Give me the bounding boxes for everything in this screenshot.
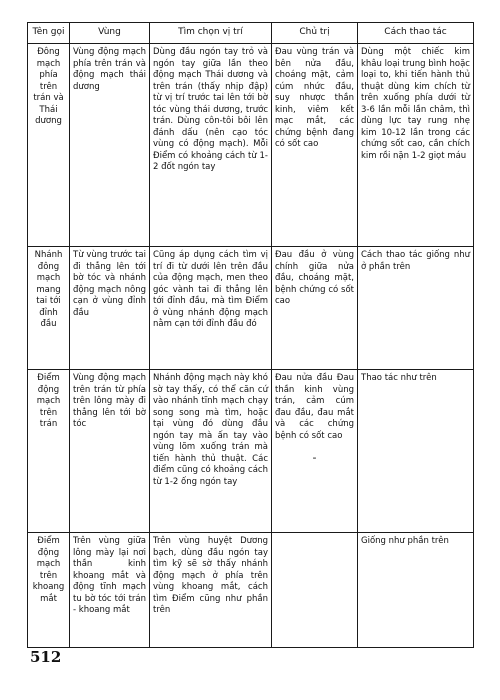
- cell-region: Từ vùng trước tai đi thẳng lên tới bờ tóc và nhánh động mạch nông cạn ở vùng đỉnh đầu: [70, 247, 150, 370]
- table-row: [28, 370, 474, 533]
- cell-region: Vùng động mạch trên trán từ phía trên lông mày đi thẳng lên tới bờ tóc: [70, 370, 150, 533]
- header-region: Vùng: [70, 23, 150, 44]
- cell-indication: Đau vùng trán và bên nửa đầu, choáng mặt, cảm cúm nhức đầu, suy nhược thần kinh, viêm kết mạc mắt, các chứng bệnh đang có sốt cao: [272, 44, 358, 247]
- cell-locate: Trên vùng huyệt Dương bạch, dùng đầu ngón tay tìm kỹ sẽ sờ thấy nhánh động mạch ở phía trên vùng khoang mắt, cách tìm Điểm cũng như phần trên: [150, 533, 272, 648]
- indication-text: Đau nửa đầu Đau thần kinh vùng trán, cảm cúm đau đầu, đau mắt và các chứng bệnh có sốt cao: [275, 373, 354, 441]
- cell-name: Điểm động mạch trên khoang mắt: [28, 533, 70, 648]
- cell-region: Trên vùng giữa lông mày lại nơi thần kinh khoang mắt và động tĩnh mạch tu bờ tóc tới trán - khoang mắt: [70, 533, 150, 648]
- cell-indication: [272, 370, 358, 533]
- header-name: Tên gọi: [28, 23, 70, 44]
- cell-technique: Dùng một chiếc kim khâu loại trung bình hoặc loại to, khi tiến hành thủ thuật dùng kim chích từ trên xuống phía dưới từ 3-6 lần mỗi lần châm, thì dùng lực tay rung nhẹ kim 10-12 lần trong các chứng sốt cao, cần chích kim rồi nặn 1-2 giọt máu: [358, 44, 474, 247]
- header-indication: Chủ trị: [272, 23, 358, 44]
- cell-name: Điểm động mạch trên trán: [28, 370, 70, 533]
- table-row: [28, 533, 474, 648]
- cell-locate: Nhánh động mạch này khó sờ tay thấy, có thể căn cứ vào nhánh tĩnh mạch chạy song song mà tìm, hoặc tại vùng đó dùng đầu ngón tay mà ấn tay vào vùng lõm xuống trán mà tiến hành thủ thuật. Các điểm cũng có khoảng cách từ 1-2 ống ngón tay: [150, 370, 272, 533]
- table-row: [28, 44, 474, 247]
- page-number: 512: [30, 648, 62, 666]
- table-row: [28, 247, 474, 370]
- header-row: [28, 23, 474, 44]
- cell-indication: [272, 533, 358, 648]
- dash-mark: -: [312, 451, 317, 464]
- cell-name: Đông mạch phía trên trán và Thái dương: [28, 44, 70, 247]
- cell-name: Nhánh đông mạch mang tai tới đỉnh đầu: [28, 247, 70, 370]
- header-technique: Cách thao tác: [358, 23, 474, 44]
- acupoint-table: [27, 22, 474, 648]
- cell-technique: Thao tác như trên: [358, 370, 474, 533]
- cell-technique: Cách thao tác giống như ở phần trên: [358, 247, 474, 370]
- cell-indication: Đau đầu ở vùng chính giữa nửa đầu, choáng mặt, bệnh chứng có sốt cao: [272, 247, 358, 370]
- cell-region: Vùng động mạch phía trên trán và động mạch thái dương: [70, 44, 150, 247]
- cell-locate: Dùng đầu ngón tay trỏ và ngón tay giữa lần theo động mạch Thái dương và trên trán (thấy nhịp đập) từ vị trí trước tai lên tới bờ tóc vùng thái dương, trước trán. Dùng côn-tôi bôi lên đánh dấu (nên cạo tóc vùng có động mạch). Mỗi Điểm có khoảng cách từ 1-2 đốt ngón tay: [150, 44, 272, 247]
- cell-technique: Giống như phần trên: [358, 533, 474, 648]
- cell-locate: Cũng áp dụng cách tìm vị trí đi từ dưới lên trên đầu của động mạch, men theo góc vành tai đi thẳng lên tới đỉnh đầu, mà tìm Điểm ở vùng nhánh động mạch nằm cạn tới đỉnh đầu đó: [150, 247, 272, 370]
- header-locate: Tìm chọn vị trí: [150, 23, 272, 44]
